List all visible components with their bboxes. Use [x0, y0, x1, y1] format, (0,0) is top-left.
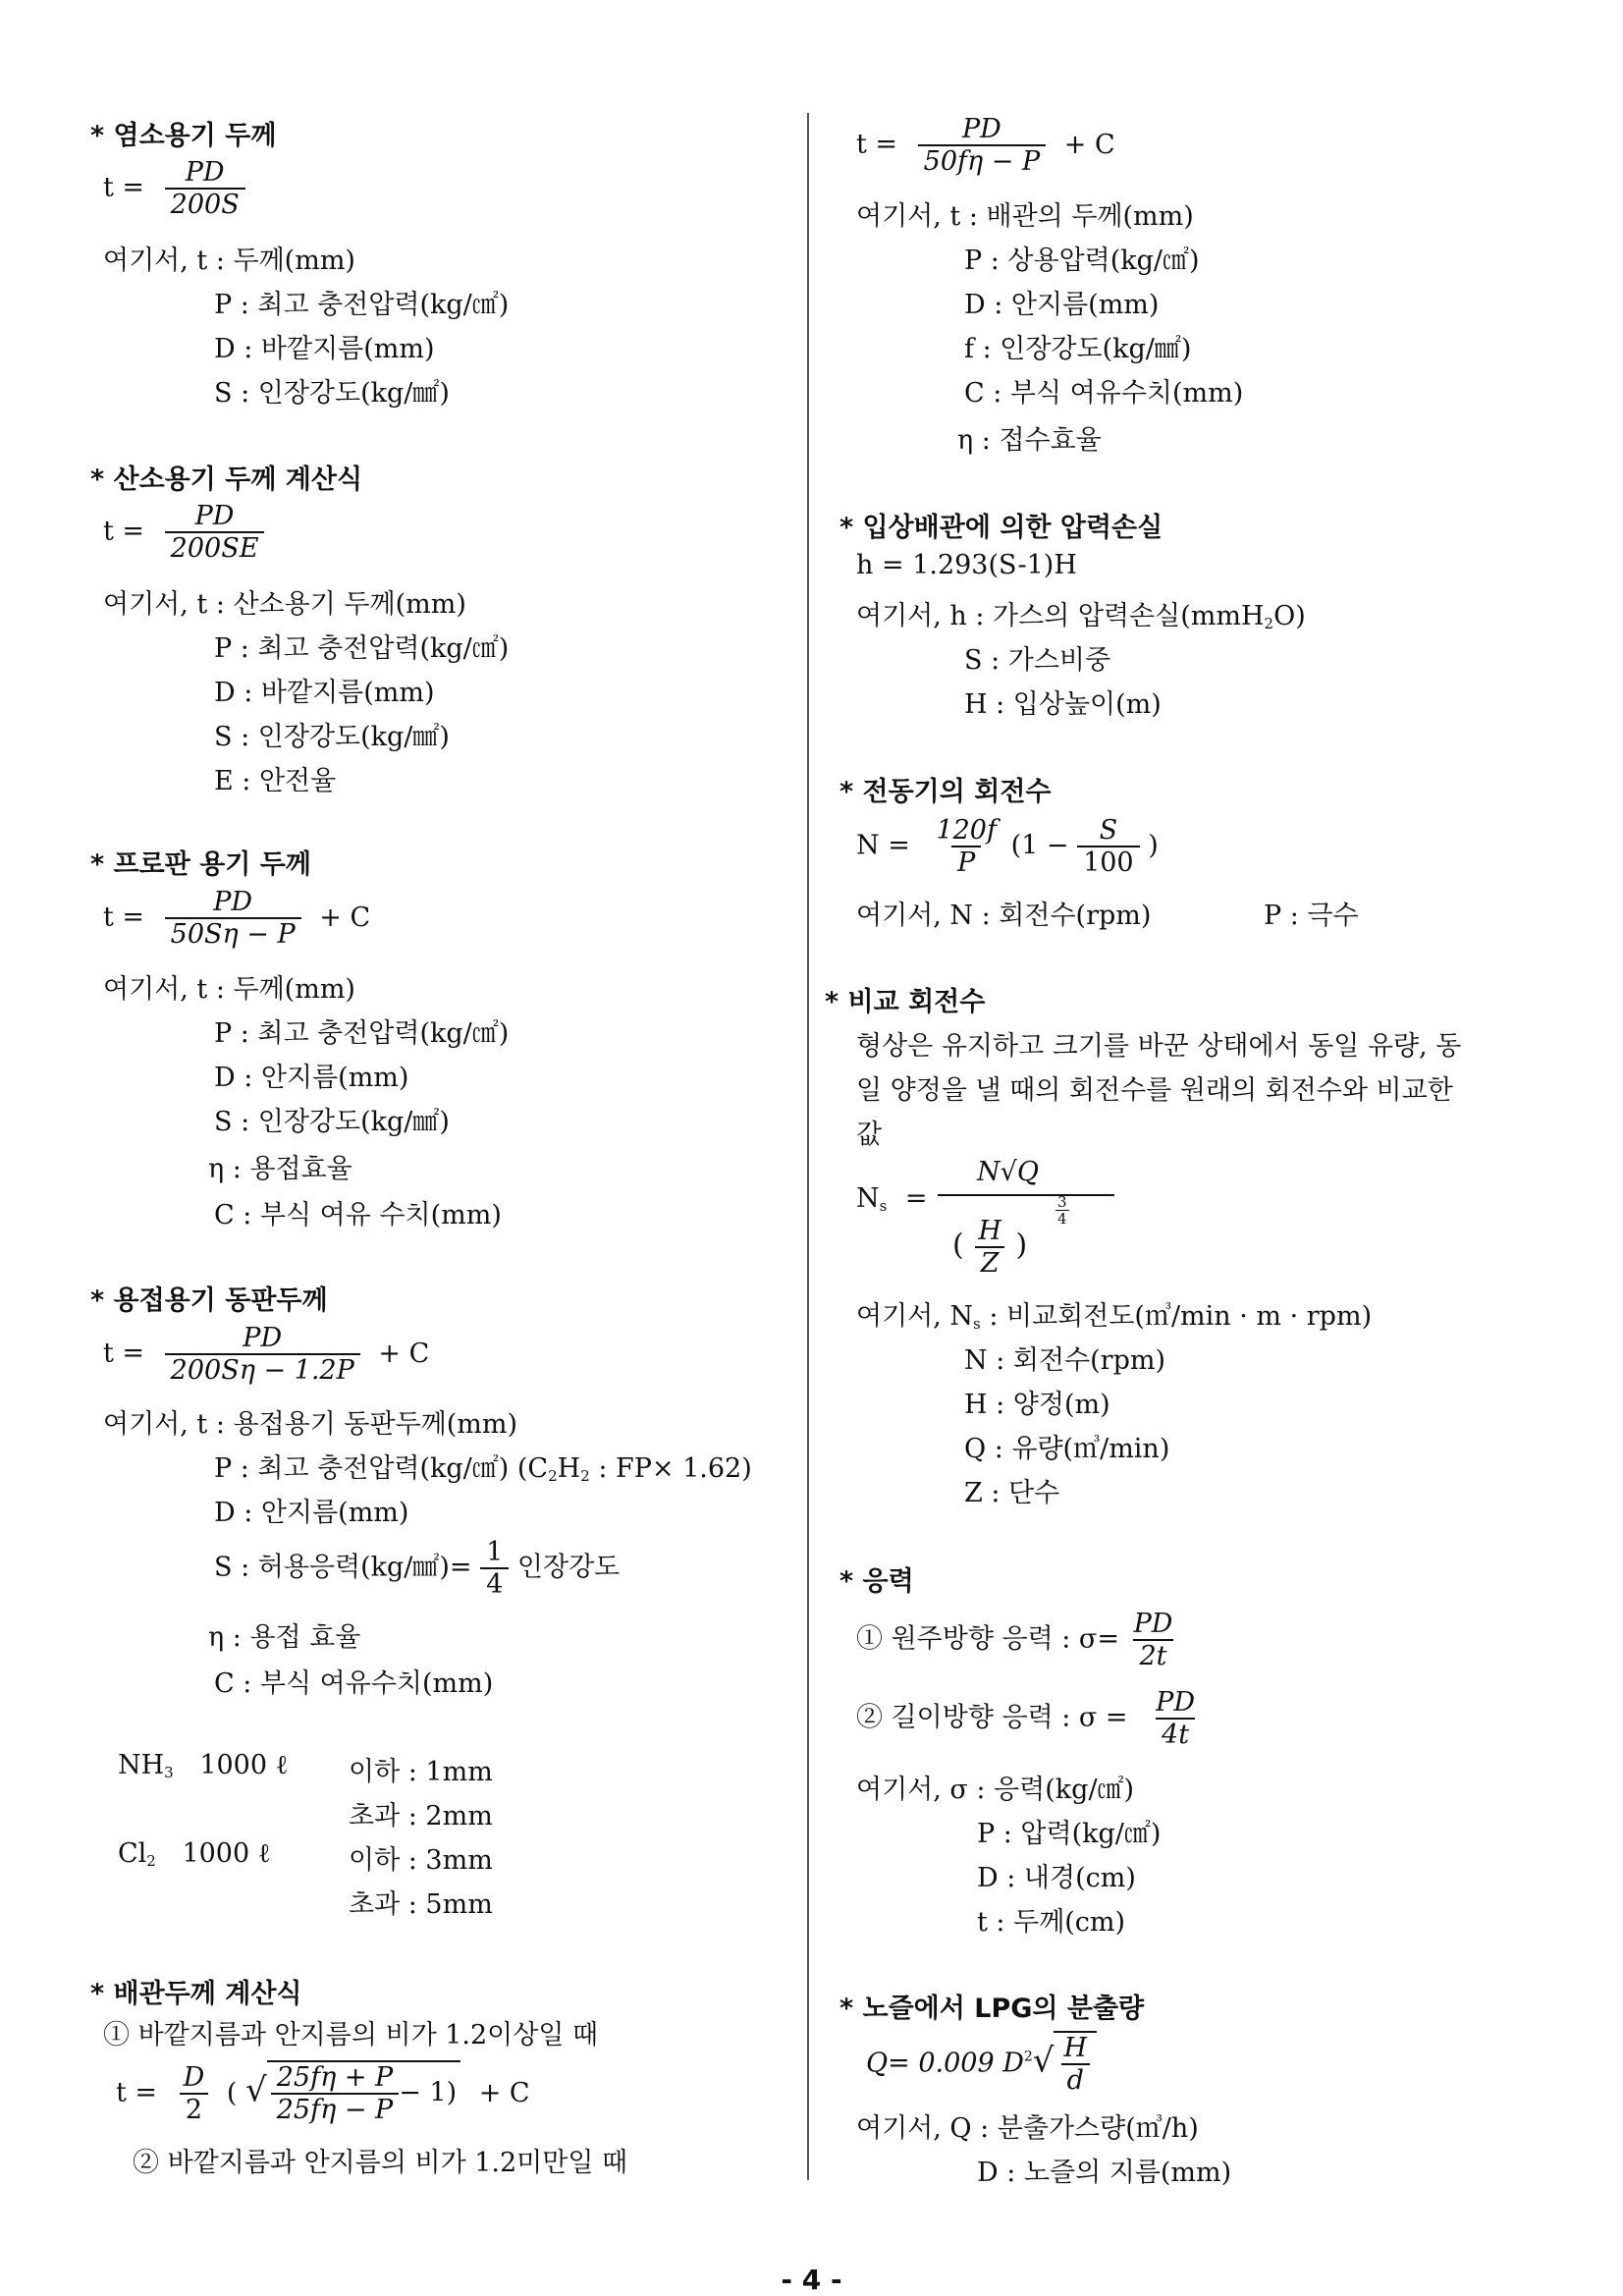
def-line: 여기서, N : 회전수(rpm): [856, 901, 1152, 931]
exponent-num: 3: [1057, 1193, 1067, 1211]
paragraph-line: 일 양정을 낼 때의 회전수를 원래의 회전수와 비교한: [856, 1075, 1453, 1106]
formula-welded: [103, 1323, 429, 1386]
numerator: PD: [185, 157, 225, 188]
fraction: [165, 887, 301, 950]
def-line: P : 압력(kg/㎠): [977, 1819, 1162, 1849]
text: ): [1148, 830, 1159, 861]
numerator: PD: [194, 501, 235, 531]
fraction: [1057, 2033, 1093, 2096]
fraction: [165, 501, 265, 564]
def-line: η : 용접효율: [208, 1154, 352, 1184]
def-line: 여기서, t : 용접용기 동판두께(mm): [103, 1409, 518, 1440]
denominator: 200Sη − 1.2P: [165, 1353, 360, 1386]
subscript: 2: [146, 1852, 156, 1870]
sqrt-symbol: √: [1032, 2041, 1055, 2081]
numerator: H: [978, 1216, 1001, 1246]
def-line: H : 양정(m): [964, 1390, 1110, 1420]
subscript: 2: [1264, 615, 1274, 632]
formula-rhs: + C: [1063, 129, 1115, 160]
fraction: [165, 1323, 360, 1386]
superscript: 2: [1023, 2049, 1033, 2065]
denominator: 200S: [165, 188, 245, 220]
numerator: PD: [961, 114, 1001, 144]
formula-rhs: + C: [378, 1338, 430, 1369]
def-line: 여기서, t : 두께(mm): [103, 974, 355, 1005]
formula-long-stress: [856, 1687, 1201, 1750]
def-line: D : 안지름(mm): [214, 1498, 409, 1528]
subscript: 2: [548, 1467, 558, 1485]
paragraph-line: 값: [856, 1120, 883, 1150]
formula-motor: [856, 815, 1159, 878]
paren: (: [226, 2077, 238, 2108]
denominator: 200SE: [165, 531, 265, 564]
formula-lhs: t =: [103, 1338, 145, 1369]
def-line: 여기서, t : 산소용기 두께(mm): [103, 589, 466, 620]
denominator: 2: [180, 2093, 208, 2125]
numerator: H: [1063, 2033, 1088, 2063]
section-title-riser-loss: * 입상배관에 의한 압력손실: [839, 513, 1163, 543]
text: Q= 0.009 D: [866, 2048, 1024, 2079]
section-title-stress: * 응력: [839, 1566, 914, 1597]
def-line: 여기서, σ : 응력(kg/㎠): [856, 1775, 1135, 1805]
def-line: D : 안지름(mm): [964, 290, 1160, 320]
cl2-label: [118, 1838, 271, 1870]
section-title-welded: * 용접용기 동판두께: [90, 1285, 328, 1316]
def-line: η : 접수효율: [957, 425, 1102, 456]
def-line: C : 부식 여유수치(mm): [964, 378, 1244, 409]
formula-oxygen: [103, 501, 264, 564]
table-cell: 초과 : 5mm: [349, 1889, 493, 1920]
text: 인장강도: [516, 1552, 621, 1583]
def-line-ns: [856, 1294, 1372, 1333]
fraction: [1077, 815, 1140, 878]
def-line: 여기서, t : 배관의 두께(mm): [856, 201, 1194, 232]
def-line: S : 인장강도(kg/㎟): [214, 722, 450, 752]
def-line: f : 인장강도(kg/㎟): [964, 334, 1192, 364]
def-line: Z : 단수: [964, 1478, 1060, 1508]
numerator: D: [183, 2062, 205, 2093]
condition-line: ② 바깥지름과 안지름의 비가 1.2미만일 때: [133, 2148, 628, 2178]
def-line: P : 극수: [1264, 901, 1359, 931]
formula-pipe-thick: [116, 2060, 530, 2125]
fraction: [480, 1537, 509, 1600]
exponent: [1055, 1194, 1069, 1227]
table-cell: 초과 : 2mm: [349, 1801, 493, 1831]
page-number: - 4 -: [781, 2264, 842, 2296]
sqrt-symbol: √: [245, 2070, 267, 2110]
fraction: [178, 2062, 211, 2125]
formula-propane: [103, 887, 370, 950]
numerator: PD: [243, 1323, 283, 1353]
section-title-pipe: * 배관두께 계산식: [90, 1979, 302, 2009]
text: ② 길이방향 응력 : σ =: [856, 1702, 1128, 1733]
section-title-lpg-nozzle: * 노즐에서 LPG의 분출량: [839, 1994, 1145, 2024]
def-line: D : 노즐의 지름(mm): [977, 2158, 1232, 2188]
denominator: 50Sη − P: [165, 917, 301, 950]
def-line: N : 회전수(rpm): [964, 1345, 1165, 1376]
denominator: 25fη − P: [271, 2093, 399, 2125]
def-line-pressure: [214, 1447, 752, 1485]
formula-rhs: + C: [478, 2077, 530, 2108]
table-cell: 이하 : 1mm: [349, 1757, 493, 1787]
def-line: E : 안전율: [214, 766, 337, 796]
formula-ns-num: N√Q: [977, 1157, 1039, 1187]
nh3-label: [118, 1750, 289, 1781]
def-line-pressure-loss: [856, 594, 1306, 632]
denominator: P: [951, 846, 981, 878]
fraction: [930, 815, 1002, 878]
def-line: P : 최고 충전압력(kg/㎠): [214, 290, 510, 320]
fraction: [972, 1216, 1007, 1279]
def-line: S : 인장강도(kg/㎟): [214, 378, 450, 409]
def-line: Q : 유량(㎥/min): [964, 1434, 1170, 1464]
def-line: H : 입상높이(m): [964, 689, 1162, 720]
fraction: [1128, 1609, 1179, 1671]
text: − 1): [399, 2077, 458, 2108]
formula-lhs: t =: [856, 129, 898, 160]
def-line: S : 가스비중: [964, 645, 1111, 676]
def-line-allowable-stress: [214, 1537, 620, 1600]
text: N: [856, 1183, 880, 1214]
denominator: 50fη − P: [918, 144, 1046, 177]
fraction: [165, 157, 245, 220]
def-line: t : 두께(cm): [977, 1907, 1126, 1938]
radical: [1054, 2031, 1097, 2096]
denominator: 2t: [1133, 1639, 1172, 1671]
section-title-specific-speed: * 비교 회전수: [825, 987, 986, 1017]
subscript: 3: [164, 1764, 174, 1781]
column-divider: [807, 113, 809, 2180]
numerator: PD: [213, 887, 253, 917]
fraction: [271, 2062, 399, 2125]
formula-lhs: t =: [103, 516, 145, 547]
fraction-line: [938, 1194, 1114, 1196]
formula-rhs: + C: [319, 902, 371, 933]
def-line: D : 바깥지름(mm): [214, 678, 435, 708]
text: P : 최고 충전압력(kg/㎠) (C: [214, 1453, 549, 1484]
def-line: η : 용접 효율: [208, 1622, 361, 1653]
paren: (: [952, 1228, 964, 1263]
def-line: D : 바깥지름(mm): [214, 334, 435, 364]
subscript: s: [879, 1197, 888, 1215]
numerator: 1: [486, 1537, 504, 1567]
def-line: C : 부식 여유 수치(mm): [214, 1200, 502, 1230]
condition-line: ① 바깥지름과 안지름의 비가 1.2이상일 때: [103, 2020, 599, 2050]
fraction: [918, 114, 1046, 177]
text: : 비교회전도(㎥/min · m · rpm): [980, 1301, 1373, 1332]
formula-lhs: t =: [116, 2077, 158, 2108]
text: =: [904, 1183, 928, 1214]
formula-hoop-stress: [856, 1609, 1178, 1671]
formula-chlorine: [103, 157, 245, 220]
formula-lhs: t =: [103, 172, 145, 203]
table-cell: 이하 : 3mm: [349, 1845, 493, 1876]
section-title-chlorine: * 염소용기 두께: [90, 121, 277, 151]
paren: ): [1015, 1228, 1028, 1263]
radical: [267, 2060, 460, 2125]
section-title-propane: * 프로판 용기 두께: [90, 849, 311, 880]
formula-ns-den: [952, 1216, 1027, 1279]
text: ① 원주방향 응력 : σ=: [856, 1623, 1119, 1655]
text: 여기서, h : 가스의 압력손실(mmH: [856, 601, 1265, 631]
text: O): [1273, 601, 1306, 631]
def-line: 여기서, t : 두께(mm): [103, 246, 355, 276]
text: H: [557, 1453, 581, 1484]
text: : FP× 1.62): [589, 1453, 752, 1484]
def-line: D : 내경(cm): [977, 1863, 1136, 1893]
denominator: d: [1061, 2063, 1090, 2096]
def-line: D : 안지름(mm): [214, 1063, 409, 1093]
def-line: P : 최고 충전압력(kg/㎠): [214, 1018, 510, 1049]
denominator: 100: [1077, 846, 1140, 878]
def-line: S : 인장강도(kg/㎟): [214, 1107, 450, 1137]
denominator: 4: [480, 1567, 509, 1600]
def-line: P : 상용압력(kg/㎠): [964, 246, 1200, 276]
numerator: 25fη + P: [276, 2062, 394, 2093]
numerator: S: [1099, 815, 1118, 846]
formula-pipe-thin: [856, 114, 1115, 177]
exponent-den: 4: [1057, 1210, 1067, 1228]
subscript: s: [973, 1315, 981, 1333]
numerator: PD: [1133, 1609, 1173, 1639]
subscript: 2: [580, 1467, 590, 1485]
fraction: [1150, 1687, 1201, 1750]
numerator: 120f: [936, 815, 997, 846]
text: (1 −: [1010, 830, 1069, 861]
def-line: 여기서, Q : 분출가스량(㎥/h): [856, 2113, 1199, 2144]
section-title-oxygen: * 산소용기 두께 계산식: [90, 465, 363, 495]
denominator: Z: [975, 1246, 1005, 1279]
denominator: 4t: [1156, 1718, 1195, 1750]
formula-lhs: N =: [856, 830, 910, 861]
def-line: C : 부식 여유수치(mm): [214, 1668, 494, 1699]
text: 여기서, N: [856, 1301, 974, 1332]
text: 1000 ℓ: [182, 1838, 271, 1869]
formula-lpg: [866, 2031, 1097, 2096]
text: NH: [118, 1750, 165, 1780]
section-title-motor-rpm: * 전동기의 회전수: [839, 777, 1052, 807]
paragraph-line: 형상은 유지하고 크기를 바꾼 상태에서 동일 유량, 동: [856, 1031, 1462, 1062]
text: 1000 ℓ: [199, 1750, 289, 1780]
numerator: PD: [1156, 1687, 1195, 1718]
def-line: P : 최고 충전압력(kg/㎠): [214, 633, 510, 664]
text: S : 허용응력(kg/㎟)=: [214, 1552, 472, 1583]
text: Cl: [118, 1838, 147, 1869]
formula-ns-lhs: [856, 1183, 928, 1215]
formula-lhs: t =: [103, 902, 145, 933]
formula-riser: h = 1.293(S-1)H: [856, 550, 1077, 580]
